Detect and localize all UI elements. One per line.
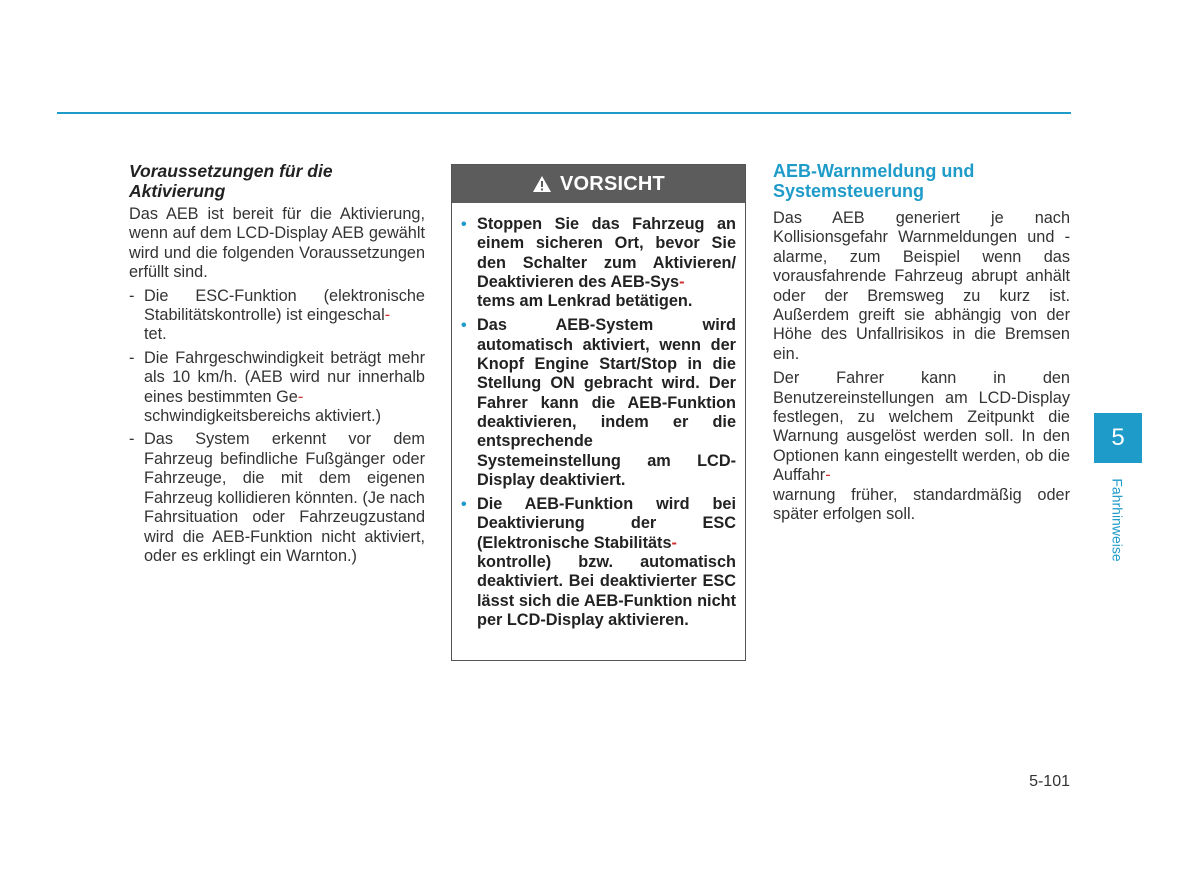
caution-box <box>451 164 746 661</box>
conditions-list <box>129 287 425 567</box>
left-column <box>129 161 425 570</box>
chapter-number-tab: 5 <box>1094 413 1142 463</box>
list-item: • Die AEB-Funktion wird bei Deaktivierung der ESC (Elektronische Stabilitäts- kontrolle) bzw. automatisch deaktiviert. Bei deaktivierter ESC lässt sich die AEB-Funktion nicht per LCD-Display aktivieren. <box>461 495 736 629</box>
bullet-icon: • <box>461 317 467 335</box>
section-subhead: Voraussetzungen für die Aktivierung <box>129 161 333 201</box>
list-item: - Die Fahrgeschwindigkeit beträgt mehr als 10 km/h. (AEB wird nur innerhalb eines bestimmten Ge- schwindigkeitsbereichs aktiviert.) <box>129 348 425 426</box>
caution-list <box>452 203 745 630</box>
list-item: - Die ESC-Funktion (elektronische Stabilitätskontrolle) ist eingeschal- tet. <box>129 286 425 344</box>
caution-header <box>452 165 745 203</box>
section-heading: AEB-Warnmeldung und Systemsteuerung <box>773 161 975 201</box>
list-item: - Das System erkennt vor dem Fahrzeug befindliche Fußgänger oder Fahrzeuge, die mit dem eigenen Fahrzeug kollidieren könnten. (Je nach Fahrsituation oder Fahrzeugzustand wird die AEB-Funktion nicht aktiviert, oder es erklingt ein Warnton.) <box>129 430 425 565</box>
paragraph: Das AEB generiert je nach Kollisionsgefahr Warnmeldungen und -alarme, zum Beispiel wenn das vorausfahrende Fahrzeug abrupt anhält oder der Bremsweg zu kurz ist. Außerdem greift sie abhängig von der Höhe des Unfallrisikos in die Bremsen ein. <box>773 209 1070 363</box>
list-item: • Das AEB-System wird automatisch aktiviert, wenn der Knopf Engine Start/Stop in die Stellung ON gebracht wird. Der Fahrer kann die AEB-Funktion deaktivieren, indem er die entsprechende Systemeinstellung am LCD-Display deaktiviert. <box>461 316 736 489</box>
page-number: 5-101 <box>1029 773 1070 790</box>
top-rule <box>57 112 1071 114</box>
bullet-icon: • <box>461 496 467 514</box>
caution-title: VORSICHT <box>560 172 665 195</box>
intro-paragraph: Das AEB ist bereit für die Aktivierung, wenn auf dem LCD-Display AEB gewählt wird und die folgenden Voraussetzungen erfüllt sind. <box>129 205 425 282</box>
bullet-icon: • <box>461 216 467 233</box>
chapter-label: Fahrhinweise <box>1110 478 1127 562</box>
right-column <box>773 161 1070 530</box>
list-item: • Stoppen Sie das Fahrzeug an einem sicheren Ort, bevor Sie den Schalter zum Aktivieren/ Deaktivieren des AEB-Sys- tems am Lenkrad betätigen. <box>461 215 736 311</box>
paragraph: Der Fahrer kann in den Benutzereinstellungen am LCD-Display festlegen, zu welchem Zeitpunkt die Warnung ausgelöst werden soll. In den Optionen kann eingestellt werden, ob die Auffahr- warnung früher, standardmäßig oder später erfolgen soll. <box>773 369 1070 524</box>
warning-triangle-icon <box>532 175 552 193</box>
